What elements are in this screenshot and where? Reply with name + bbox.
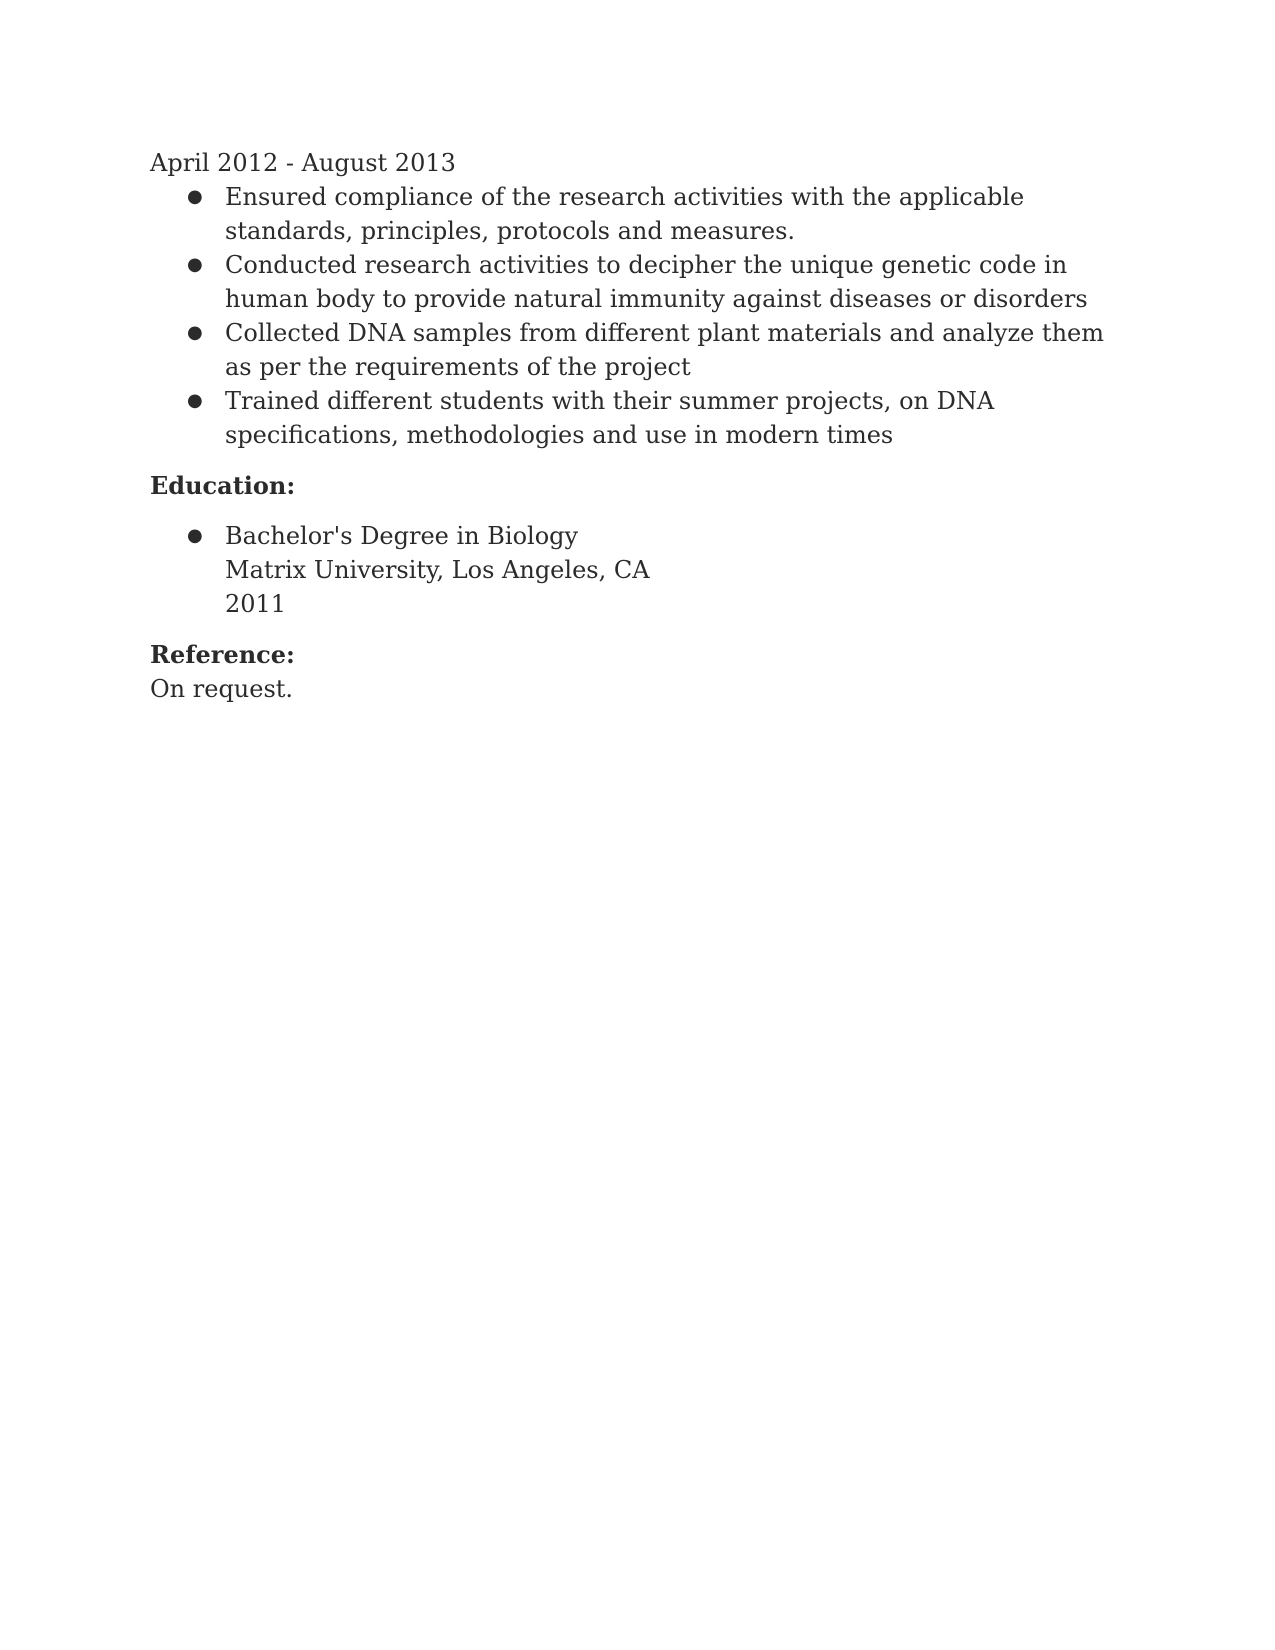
experience-bullet-item [150, 316, 1125, 384]
experience-bullet-item [150, 180, 1125, 248]
bullet-icon: ● [187, 254, 203, 275]
bullet-icon: ● [187, 525, 203, 546]
experience-bullet-item [150, 384, 1125, 452]
experience-bullet-text: Collected DNA samples from different plant materials and analyze them as per the requirements of the project [225, 319, 1104, 381]
education-heading: Education: [150, 471, 296, 500]
bullet-icon: ● [187, 322, 203, 343]
experience-bullet-item [150, 248, 1125, 316]
education-school: Matrix University, Los Angeles, CA [225, 556, 650, 584]
experience-bullet-text: Trained different students with their summer projects, on DNA specifications, methodologies and use in modern times [225, 387, 995, 449]
reference-heading: Reference: [150, 640, 295, 669]
experience-bullet-text: Conducted research activities to decipher the unique genetic code in human body to provide natural immunity against diseases or disorders [225, 251, 1088, 313]
education-list [150, 519, 1125, 621]
bullet-icon: ● [187, 186, 203, 207]
education-year: 2011 [225, 590, 287, 618]
experience-bullet-text: Ensured compliance of the research activities with the applicable standards, principles, protocols and measures. [225, 183, 1025, 245]
reference-text: On request. [150, 675, 294, 703]
resume-content [150, 146, 1125, 706]
bullet-icon: ● [187, 390, 203, 411]
education-degree: Bachelor's Degree in Biology [225, 522, 579, 550]
experience-date-range: April 2012 - August 2013 [150, 149, 456, 177]
experience-bullet-list [150, 180, 1125, 452]
education-item [150, 519, 1125, 621]
